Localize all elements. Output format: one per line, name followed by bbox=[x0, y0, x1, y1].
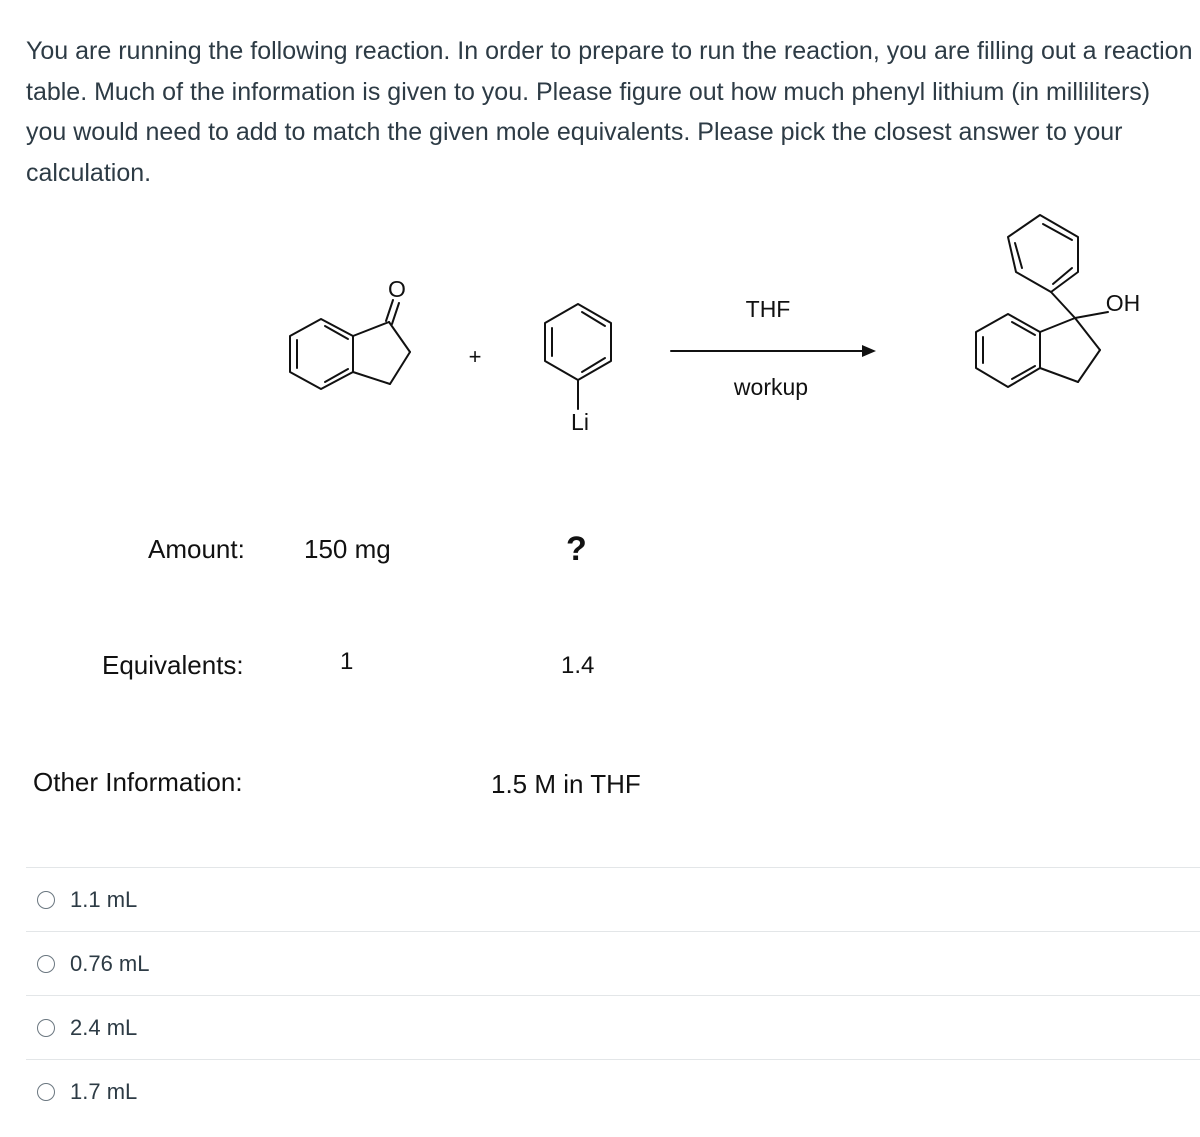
arrow-head bbox=[862, 345, 876, 357]
indanone-structure bbox=[290, 300, 410, 389]
lithium-label: Li bbox=[571, 409, 589, 435]
reaction-scheme bbox=[0, 200, 1200, 840]
answer-option[interactable] bbox=[26, 1059, 1200, 1123]
plus-sign: + bbox=[468, 344, 482, 369]
equivalents-label: Equivalents: bbox=[102, 650, 244, 680]
other-information-reactant2-value: 1.5 M in THF bbox=[491, 769, 641, 799]
equivalents-reactant1-value: 1 bbox=[340, 648, 354, 675]
radio-button-icon[interactable] bbox=[37, 1083, 55, 1101]
ketone-oxygen-label: O bbox=[388, 276, 406, 302]
answer-label[interactable]: 2.4 mL bbox=[70, 1014, 138, 1040]
other-information-label: Other Information: bbox=[33, 767, 243, 797]
answer-label[interactable]: 1.1 mL bbox=[70, 886, 138, 912]
equivalents-reactant2-value: 1.4 bbox=[561, 652, 595, 679]
question-text: You are running the following reaction. In order to prepare to run the reaction, you are filling out a reaction table. Much of the information is given to you. Please figure out how much phenyl lithium (in milliliters) you would need to add to match the given mole equivalents. Please pick the closest answer to your calculation. bbox=[26, 37, 1193, 187]
answer-list bbox=[26, 867, 1200, 1123]
answer-option[interactable] bbox=[26, 995, 1200, 1059]
answer-label[interactable]: 1.7 mL bbox=[70, 1078, 138, 1104]
product-structure bbox=[976, 215, 1108, 387]
reaction-figure bbox=[0, 200, 1200, 840]
phenyllithium-structure bbox=[545, 304, 611, 409]
amount-label: Amount: bbox=[148, 534, 245, 564]
radio-button-icon[interactable] bbox=[37, 955, 55, 973]
conditions-below-label: workup bbox=[733, 374, 809, 400]
amount-reactant1-value: 150 mg bbox=[304, 534, 391, 564]
product-oh-label: OH bbox=[1105, 290, 1141, 316]
answer-option[interactable] bbox=[26, 931, 1200, 995]
radio-button-icon[interactable] bbox=[37, 1019, 55, 1037]
answer-option[interactable] bbox=[26, 867, 1200, 931]
answer-label[interactable]: 0.76 mL bbox=[70, 950, 150, 976]
radio-button-icon[interactable] bbox=[37, 891, 55, 909]
conditions-above-label: THF bbox=[745, 296, 791, 322]
amount-reactant2-value: ? bbox=[566, 530, 587, 568]
